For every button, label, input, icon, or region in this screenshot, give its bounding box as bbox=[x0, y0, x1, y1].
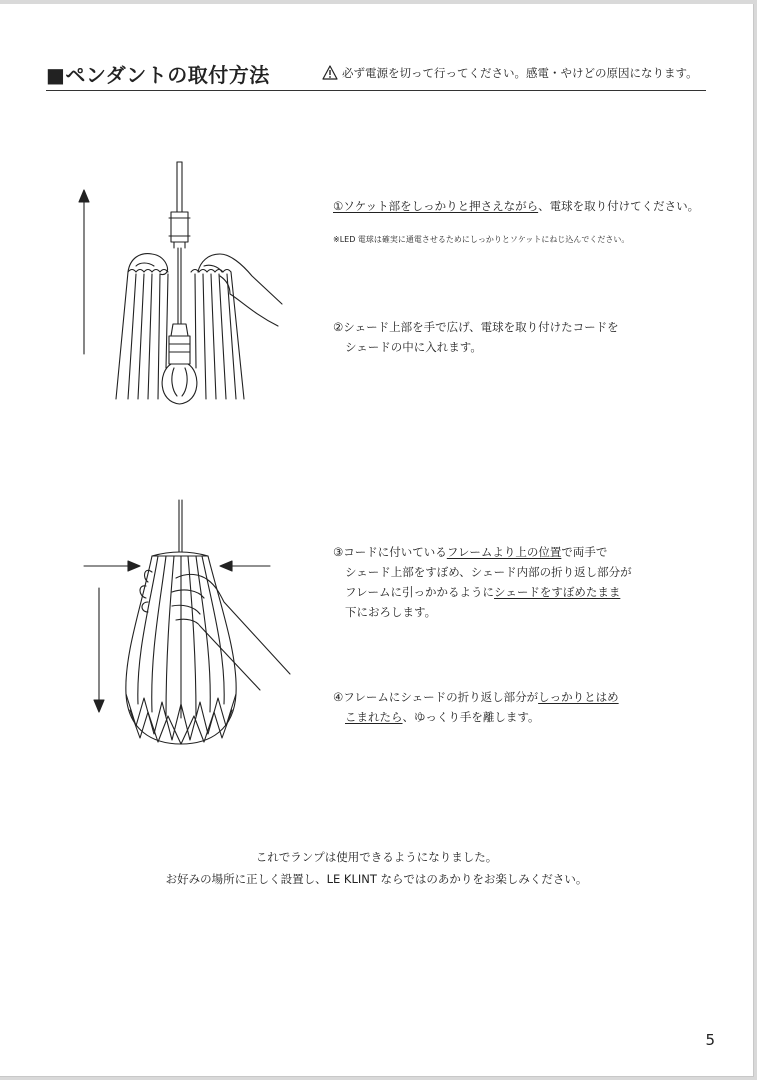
page-title: ■ペンダントの取付方法 bbox=[46, 63, 270, 87]
step-1-text bbox=[333, 196, 699, 216]
step-1-rest: 、電球を取り付けてください。 bbox=[538, 199, 700, 213]
step-3-line-4: 下におろします。 bbox=[345, 605, 437, 619]
warning-text: 必ず電源を切って行ってください。感電・やけどの原因になります。 bbox=[342, 66, 698, 80]
warning-triangle-icon bbox=[322, 65, 338, 80]
step-1-emphasis: ①ソケット部をしっかりと押さえながら bbox=[333, 199, 539, 213]
warning-notice bbox=[322, 65, 698, 81]
step-3-line-3: フレームに引っかかるようにシェードをすぼめたまま bbox=[345, 585, 621, 599]
step-4-text bbox=[333, 687, 619, 727]
step-2-text bbox=[333, 317, 619, 357]
section-header bbox=[46, 56, 706, 91]
step-3-line-2: シェード上部をすぼめ、シェード内部の折り返し部分が bbox=[345, 565, 632, 579]
step-4-line-2: こまれたら、ゆっくり手を離します。 bbox=[345, 710, 540, 724]
closing-message bbox=[0, 846, 753, 890]
step-2-line-2: シェードの中に入れます。 bbox=[345, 340, 482, 354]
step-2-line-1: ②シェード上部を手で広げ、電球を取り付けたコードを bbox=[333, 320, 619, 334]
step-1-note: ※LED 電球は確実に通電させるためにしっかりとソケットにねじ込んでください。 bbox=[333, 235, 630, 244]
step-3-line-1: ③コードに付いているフレームより上の位置で両手で bbox=[333, 545, 608, 559]
closing-line-2: お好みの場所に正しく設置し、LE KLINT ならではのあかりをお楽しみください。 bbox=[165, 872, 588, 886]
step-4-line-1: ④フレームにシェードの折り返し部分がしっかりとはめ bbox=[333, 690, 619, 704]
step-3-text bbox=[333, 542, 632, 622]
page-number: 5 bbox=[705, 1031, 715, 1049]
manual-page bbox=[0, 4, 754, 1077]
illustration-lower-shade bbox=[80, 494, 290, 764]
closing-line-1: これでランプは使用できるようになりました。 bbox=[255, 850, 498, 864]
illustration-insert-bulb bbox=[70, 154, 290, 404]
